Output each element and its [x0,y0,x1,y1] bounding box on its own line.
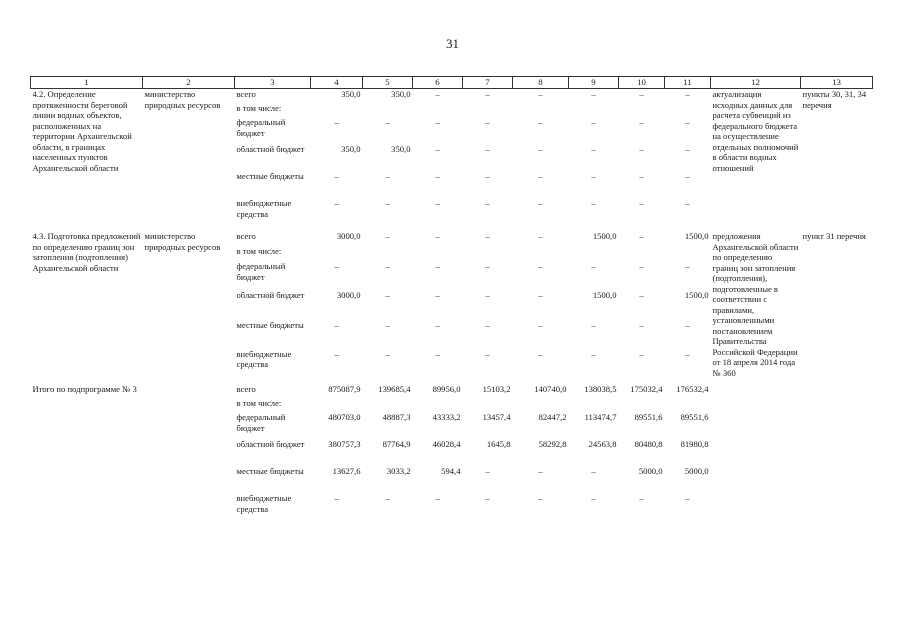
amount-cell: – [639,290,644,301]
funding-source-label: федеральный бюджет [236,412,286,433]
amount-cell: 82447,2 [538,412,567,422]
program-link: пункт 31 перечня [802,231,866,241]
amount-cell [621,398,663,412]
amount-cell: – [385,117,390,127]
amount-cell: – [485,261,490,272]
amount-cell: – [685,198,690,208]
column-header: 5 [363,77,413,89]
amount-cell [313,398,361,412]
amount-cell: – [485,117,490,127]
amount-cell: 175032,4 [630,384,663,394]
funding-source-label: местные бюджеты [236,171,304,181]
amount-cell: – [485,89,490,99]
amount-cell: – [639,89,644,99]
column-header: 10 [619,77,665,89]
amount-cell: – [685,319,690,330]
amount-cell: 350,0 [391,89,411,99]
amount-cell: 176532,4 [676,384,709,394]
expected-result [711,384,801,520]
program-table [30,76,873,520]
amount-cell: 13627,6 [332,466,361,476]
amount-cell: – [591,319,596,330]
amount-cell [465,246,511,260]
column-header: 4 [311,77,363,89]
amount-cell [415,103,461,117]
expected-result: предложения Архангельской области по определению границ зон затопления (подтопления), подготовленные в соответствии с правилами, установленными постановлением Правительства Российской Федерации от 18 апреля 2014 года № 360 [712,231,799,378]
activity-name: 4.3. Подготовка предложений по определению границ зон затопления (подтопления) Архангельской области [32,231,141,273]
amount-cell: – [385,319,390,330]
amount-cell: – [435,198,440,208]
amount-cell: – [435,261,440,272]
column-header: 11 [665,77,711,89]
amount-cell [415,398,461,412]
column-header: 8 [513,77,569,89]
amount-cell: – [485,231,490,241]
column-header: 1 [31,77,143,89]
amount-cell: – [538,198,543,208]
amount-cell: – [685,117,690,127]
amount-cell [571,103,617,117]
funding-source-label: федеральный бюджет [236,117,286,138]
amount-cell: – [685,261,690,272]
amount-cell: – [334,493,339,503]
amount-cell: – [685,144,690,154]
amount-cell: – [591,89,596,99]
amount-cell: 15103,2 [482,384,511,394]
amount-cell: – [591,117,596,127]
amount-cell: – [639,348,644,359]
funding-source-label: в том числе: [236,398,282,408]
amount-cell: – [591,493,596,503]
amount-cell: – [591,171,596,181]
amount-cell: 46028,4 [432,439,461,449]
amount-cell: – [435,348,440,359]
table-row [31,89,873,104]
activity-name: Итого по подпрограмме № 3 [32,384,137,394]
amount-cell: 350,0 [341,89,361,99]
amount-cell [415,246,461,260]
amount-cell: – [685,89,690,99]
amount-cell [667,246,709,260]
amount-cell: – [538,290,543,301]
amount-cell: 594,4 [441,466,461,476]
amount-cell: – [639,261,644,272]
amount-cell: – [385,198,390,208]
amount-cell [571,246,617,260]
amount-cell: 89551,6 [680,412,709,422]
amount-cell [571,398,617,412]
amount-cell: – [485,290,490,301]
funding-source-label: внебюджетные средства [236,493,292,514]
amount-cell [515,398,567,412]
amount-cell: 80480,8 [634,439,663,449]
amount-cell: – [385,493,390,503]
amount-cell [365,398,411,412]
table-row [31,231,873,246]
amount-cell: – [685,348,690,359]
amount-cell: – [685,171,690,181]
amount-cell: – [385,290,390,301]
amount-cell: – [591,198,596,208]
amount-cell: – [385,231,390,241]
page-number: 31 [446,36,459,51]
amount-cell [621,246,663,260]
expected-result: актуализация исходных данных для расчета субвенций из федерального бюджета на осуществление отдельных полномочий в области водных отношений [712,89,799,173]
amount-cell: 58292,8 [538,439,567,449]
funding-source-label: всего [236,384,256,394]
amount-cell: – [538,466,543,476]
amount-cell: – [435,171,440,181]
amount-cell: 113474,7 [584,412,617,422]
table-row [31,384,873,398]
amount-cell: 1500,0 [592,290,617,301]
amount-cell: – [435,89,440,99]
amount-cell: – [685,493,690,503]
amount-cell: – [485,171,490,181]
amount-cell: – [639,144,644,154]
amount-cell: 89551,6 [634,412,663,422]
amount-cell: – [639,231,644,241]
executor-name [143,384,235,520]
amount-cell: – [485,144,490,154]
amount-cell: – [538,89,543,99]
amount-cell: 380757,3 [328,439,361,449]
funding-source-label: федеральный бюджет [236,261,286,282]
column-header: 13 [801,77,873,89]
amount-cell: – [538,493,543,503]
amount-cell: – [385,261,390,272]
amount-cell: – [485,198,490,208]
amount-cell: – [639,319,644,330]
amount-cell: 43333,2 [432,412,461,422]
amount-cell: – [435,144,440,154]
amount-cell [667,103,709,117]
amount-cell: – [485,348,490,359]
amount-cell: – [591,144,596,154]
amount-cell: 1500,0 [684,231,709,241]
program-link [801,384,873,520]
column-header: 3 [235,77,311,89]
amount-cell: 350,0 [341,144,361,154]
amount-cell: 3000,0 [336,290,361,301]
amount-cell [515,103,567,117]
column-header: 6 [413,77,463,89]
amount-cell [365,103,411,117]
amount-cell: – [485,319,490,330]
amount-cell: 875087,9 [328,384,361,394]
amount-cell: 138038,5 [584,384,617,394]
amount-cell: – [538,319,543,330]
executor-name: министерство природных ресурсов [144,89,221,110]
amount-cell: – [485,466,490,476]
amount-cell [465,103,511,117]
amount-cell [465,398,511,412]
amount-cell: 139685,4 [378,384,411,394]
amount-cell: – [538,231,543,241]
amount-cell: – [485,493,490,503]
executor-name: министерство природных ресурсов [144,231,221,252]
funding-source-label: областной бюджет [236,439,305,449]
amount-cell: – [435,493,440,503]
column-header: 7 [463,77,513,89]
funding-source-label: внебюджетные средства [236,348,292,370]
amount-cell: 87764,9 [382,439,411,449]
amount-cell: 1500,0 [592,231,617,241]
amount-cell: 3033,2 [386,466,411,476]
amount-cell: – [538,144,543,154]
amount-cell: – [639,171,644,181]
funding-source-label: областной бюджет [236,144,305,154]
amount-cell: 5000,0 [684,466,709,476]
amount-cell: – [435,231,440,241]
amount-cell: – [639,198,644,208]
amount-cell: – [385,348,390,359]
amount-cell: 13457,4 [482,412,511,422]
amount-cell: – [591,261,596,272]
amount-cell: 89956,0 [432,384,461,394]
amount-cell: – [334,171,339,181]
amount-cell: 480703,0 [328,412,361,422]
amount-cell: 1645,8 [486,439,511,449]
amount-cell: 1500,0 [684,290,709,301]
amount-cell: – [435,117,440,127]
amount-cell: – [639,493,644,503]
column-number-row [31,77,873,89]
funding-source-label: внебюджетные средства [236,198,292,219]
funding-source-label: местные бюджеты [236,319,304,330]
column-header: 12 [711,77,801,89]
amount-cell: 81980,8 [680,439,709,449]
amount-cell: – [591,466,596,476]
amount-cell: 140740,0 [534,384,567,394]
amount-cell: 48887,3 [382,412,411,422]
amount-cell: – [334,261,339,272]
funding-source-label: местные бюджеты [236,466,304,476]
amount-cell [365,246,411,260]
column-header: 9 [569,77,619,89]
amount-cell: – [334,198,339,208]
amount-cell [667,398,709,412]
amount-cell: – [435,319,440,330]
amount-cell: 350,0 [391,144,411,154]
amount-cell [621,103,663,117]
funding-source-label: областной бюджет [236,290,305,301]
amount-cell [313,103,361,117]
amount-cell [313,246,361,260]
amount-cell: – [385,171,390,181]
amount-cell: – [538,117,543,127]
program-link: пункты 30, 31, 34 перечня [802,89,867,110]
funding-source-label: в том числе: [236,103,282,113]
amount-cell: – [334,319,339,330]
amount-cell: 3000,0 [336,231,361,241]
column-header: 2 [143,77,235,89]
amount-cell: 5000,0 [638,466,663,476]
amount-cell: 24563,8 [588,439,617,449]
amount-cell: – [435,290,440,301]
amount-cell: – [538,171,543,181]
amount-cell: – [591,348,596,359]
funding-source-label: в том числе: [236,246,282,257]
activity-name: 4.2. Определение протяженности береговой линии водных объектов, расположенных на территории Архангельской области, в границах населенных пунктов Архангельской области [32,89,132,173]
amount-cell: – [334,117,339,127]
amount-cell [515,246,567,260]
amount-cell: – [538,348,543,359]
amount-cell: – [538,261,543,272]
amount-cell: – [334,348,339,359]
funding-source-label: всего [236,231,256,241]
funding-source-label: всего [236,89,256,99]
amount-cell: – [639,117,644,127]
